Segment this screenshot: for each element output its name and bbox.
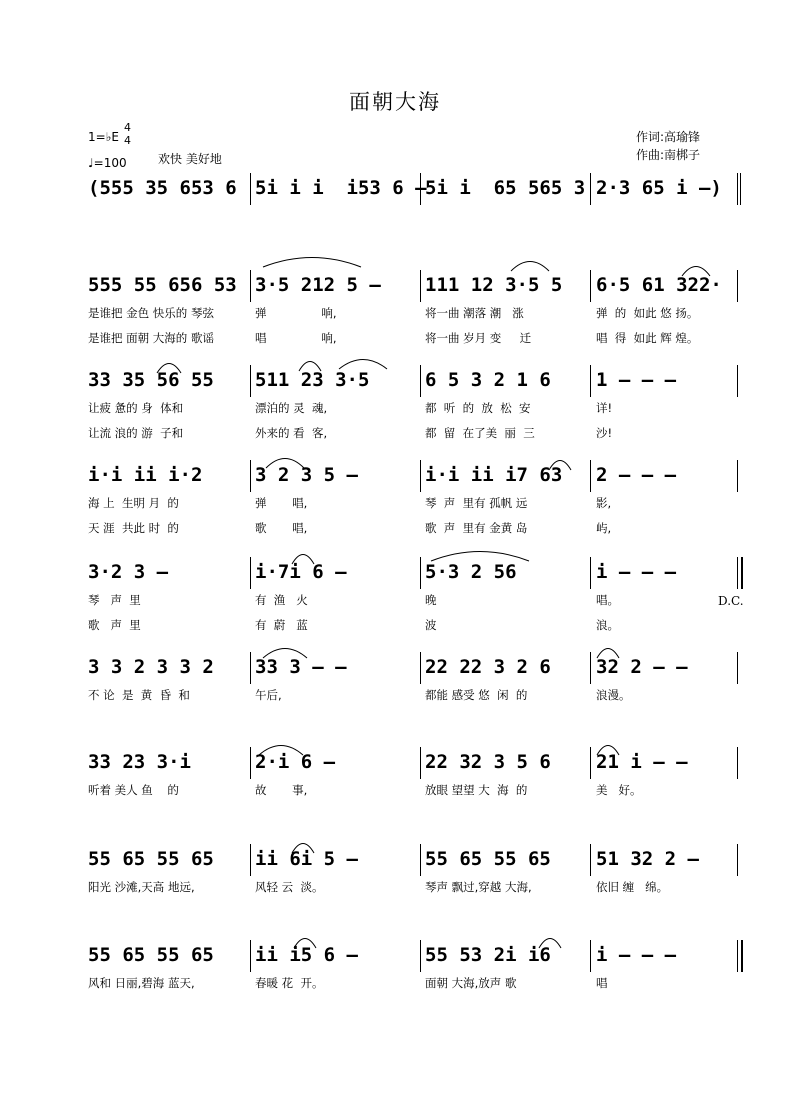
composer-credit: 作曲:南梆子: [636, 148, 701, 162]
measure-notes: 1 – – –: [596, 369, 677, 391]
barline: [590, 460, 591, 492]
lyric-text: 故 事,: [255, 783, 308, 797]
barline: [590, 940, 591, 972]
measure-notes: i·i ii i7 63: [425, 464, 563, 486]
barline: [250, 365, 251, 397]
lyric-text: 听着 美人 鱼 的: [88, 783, 179, 797]
lyric-text: 浪漫。: [596, 688, 631, 702]
measure-notes: 22 22 3 2 6: [425, 656, 551, 678]
barline: [420, 173, 421, 205]
lyric-text: 晚: [425, 593, 437, 607]
barline: [250, 460, 251, 492]
measure-notes: 32 2 – –: [596, 656, 688, 678]
lyric-text: 弹 响,: [255, 306, 337, 320]
measure-notes: ii i5 6 –: [255, 944, 358, 966]
lyric-text: 海 上 生明 月 的: [88, 496, 179, 510]
lyric-text: 风轻 云 淡。: [255, 880, 324, 894]
measure-notes: 6·5 61 322·: [596, 274, 722, 296]
barline: [740, 173, 741, 205]
tempo-mark: ♩=100: [88, 156, 127, 170]
measure-notes: 21 i – –: [596, 751, 688, 773]
measure-notes: 511 23 3·5: [255, 369, 370, 391]
barline: [737, 173, 738, 205]
lyric-text: 美 好。: [596, 783, 642, 797]
lyric-text: 将一曲 岁月 变 迁: [425, 331, 532, 345]
measure-notes: 55 65 55 65: [88, 944, 214, 966]
da-capo-mark: D.C.: [718, 594, 744, 608]
lyric-text: 唱。: [596, 593, 619, 607]
lyric-text: 沙!: [596, 426, 613, 440]
tie-slur: [262, 254, 362, 268]
lyricist-credit: 作词:高瑜锋: [636, 130, 701, 144]
lyric-text: 弹 唱,: [255, 496, 308, 510]
lyric-text: 依旧 缠 绵。: [596, 880, 669, 894]
barline: [737, 365, 738, 397]
barline: [590, 652, 591, 684]
lyric-text: 是谁把 金色 快乐的 琴弦: [88, 306, 214, 320]
barline: [420, 270, 421, 302]
measure-notes: 55 65 55 65: [425, 848, 551, 870]
lyric-text: 有 渔 火: [255, 593, 308, 607]
barline: [590, 557, 591, 589]
measure-notes: 33 3 – –: [255, 656, 347, 678]
lyric-text: 都能 感受 悠 闲 的: [425, 688, 528, 702]
final-barline-thick: [741, 940, 743, 972]
lyric-text: 波: [425, 618, 437, 632]
measure-notes: ii 6i 5 –: [255, 848, 358, 870]
measure-notes: i·7i 6 –: [255, 561, 347, 583]
lyric-text: 琴 声 里有 孤帆 远: [425, 496, 528, 510]
measure-notes: 2 – – –: [596, 464, 677, 486]
lyric-text: 都 听 的 放 松 安: [425, 401, 531, 415]
measure-notes: 33 35 56 55: [88, 369, 214, 391]
barline: [250, 270, 251, 302]
tie-slur: [510, 258, 550, 272]
lyric-text: 弹 的 如此 悠 扬。: [596, 306, 699, 320]
barline: [737, 460, 738, 492]
barline: [590, 365, 591, 397]
final-barline: [737, 557, 738, 589]
measure-notes: 3·5 212 5 –: [255, 274, 381, 296]
barline: [250, 844, 251, 876]
barline: [590, 270, 591, 302]
barline: [420, 747, 421, 779]
measure-notes: 6 5 3 2 1 6: [425, 369, 551, 391]
barline: [420, 652, 421, 684]
measure-notes: 5·3 2 56: [425, 561, 517, 583]
lyric-text: 歌 唱,: [255, 521, 308, 535]
lyric-text: 让疲 惫的 身 体和: [88, 401, 184, 415]
measure-notes: 5i i i i53 6 –: [255, 177, 427, 199]
lyric-text: 琴声 飘过,穿越 大海,: [425, 880, 532, 894]
measure-notes: 3·2 3 –: [88, 561, 169, 583]
barline: [250, 557, 251, 589]
barline: [590, 173, 591, 205]
measure-notes: 111 12 3·5 5: [425, 274, 563, 296]
key-signature: 1=♭E: [88, 130, 119, 144]
lyric-text: 唱: [596, 976, 608, 990]
lyric-text: 风和 日丽,碧海 蓝天,: [88, 976, 195, 990]
lyric-text: 详!: [596, 401, 613, 415]
final-barline-thick: [741, 557, 743, 589]
lyric-text: 将一曲 潮落 潮 涨: [425, 306, 524, 320]
lyric-text: 阳光 沙滩,天高 地远,: [88, 880, 195, 894]
lyric-text: 面朝 大海,放声 歌: [425, 976, 517, 990]
expression-mark: 欢快 美好地: [158, 152, 222, 166]
lyric-text: 是谁把 面朝 大海的 歌谣: [88, 331, 214, 345]
lyric-text: 屿,: [596, 521, 612, 535]
lyric-text: 天 涯 共此 时 的: [88, 521, 179, 535]
barline: [250, 940, 251, 972]
barline: [737, 652, 738, 684]
barline: [590, 747, 591, 779]
measure-notes: 55 65 55 65: [88, 848, 214, 870]
lyric-text: 午后,: [255, 688, 282, 702]
barline: [420, 460, 421, 492]
song-title: 面朝大海: [349, 90, 441, 114]
barline: [737, 747, 738, 779]
barline: [737, 270, 738, 302]
lyric-text: 都 留 在了美 丽 三: [425, 426, 535, 440]
measure-notes: i – – –: [596, 561, 677, 583]
measure-notes: 3 3 2 3 3 2: [88, 656, 214, 678]
lyric-text: 春暖 花 开。: [255, 976, 324, 990]
lyric-text: 不 论 是 黄 昏 和: [88, 688, 190, 702]
lyric-text: 影,: [596, 496, 612, 510]
barline: [250, 173, 251, 205]
measure-notes: 22 32 3 5 6: [425, 751, 551, 773]
lyric-text: 外来的 看 客,: [255, 426, 328, 440]
lyric-text: 漂泊的 灵 魂,: [255, 401, 328, 415]
tie-slur: [338, 356, 388, 370]
tie-slur: [430, 548, 530, 562]
barline: [420, 844, 421, 876]
barline: [250, 652, 251, 684]
lyric-text: 放眼 望望 大 海 的: [425, 783, 528, 797]
barline: [590, 844, 591, 876]
time-signature: 4 4: [124, 121, 131, 147]
barline: [737, 844, 738, 876]
lyric-text: 让流 浪的 游 子和: [88, 426, 184, 440]
measure-notes: 2·3 65 i –): [596, 177, 722, 199]
barline: [420, 940, 421, 972]
measure-notes: i – – –: [596, 944, 677, 966]
measure-notes: 3 2 3 5 –: [255, 464, 358, 486]
measure-notes: 51 32 2 –: [596, 848, 699, 870]
lyric-text: 唱 得 如此 辉 煌。: [596, 331, 699, 345]
lyric-text: 歌 声 里: [88, 618, 141, 632]
measure-notes: (555 35 653 6: [88, 177, 237, 199]
lyric-text: 浪。: [596, 618, 619, 632]
final-barline: [737, 940, 738, 972]
lyric-text: 唱 响,: [255, 331, 337, 345]
barline: [250, 747, 251, 779]
measure-notes: i·i ii i·2: [88, 464, 203, 486]
lyric-text: 有 蔚 蓝: [255, 618, 308, 632]
measure-notes: 555 55 656 53: [88, 274, 237, 296]
measure-notes: 2·i 6 –: [255, 751, 336, 773]
measure-notes: 55 53 2i i6: [425, 944, 551, 966]
measure-notes: 33 23 3·i: [88, 751, 191, 773]
barline: [420, 557, 421, 589]
lyric-text: 歌 声 里有 金黄 岛: [425, 521, 528, 535]
measure-notes: 5i i 65 565 3: [425, 177, 586, 199]
lyric-text: 琴 声 里: [88, 593, 141, 607]
barline: [420, 365, 421, 397]
